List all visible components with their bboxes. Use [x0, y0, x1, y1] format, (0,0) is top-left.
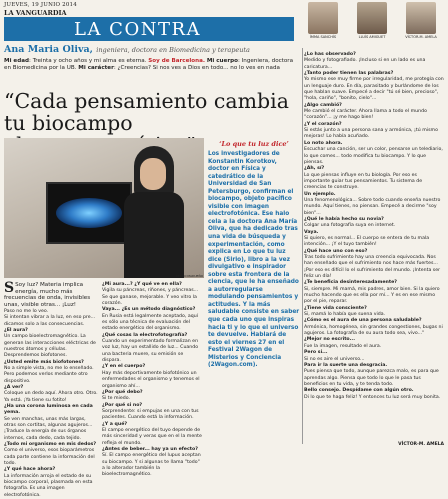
- question: ¿Por qué debo?: [102, 389, 143, 395]
- question: ¿Y a qué?: [102, 421, 128, 427]
- answer: Me cambió el carácter. Ahora llama a todo el mundo “corazón”... ¡y me hago bien!: [304, 109, 427, 121]
- col1-lead-text: Soy luz? Materia implica energía, mucho más frecuencias de onda, invisibles unas, visible otras... ¡Luz!: [4, 282, 91, 309]
- headline: “Cada pensamiento cambia tu biocampo: [4, 89, 289, 135]
- question: Vaya... ¿Es un método diagnóstico?: [102, 307, 196, 313]
- answer: Pues piensa que todo, aunque parezca malo, es para que aprendas algo. Piensa que todo lo que le pasa tus beneficios en tu vida, y te tenda todo.: [304, 369, 439, 387]
- intro-label-age: Mi edad: [4, 58, 30, 64]
- interviewee-name: Ana Maria Oliva,: [4, 44, 93, 55]
- photo-credit: PEDRO MADUEÑO: [176, 274, 204, 278]
- question: ¿Tanto poder tienen las palabras?: [304, 71, 394, 77]
- question: ¿Todo mi organismo en mis dedos?: [4, 442, 97, 448]
- author-signature: VÍCTOR-M. AMELA: [398, 442, 444, 447]
- author-label: VÍCTOR-M. AMELA: [405, 35, 437, 39]
- question: ¿Ah, sí?: [304, 166, 325, 172]
- answer: Se ven manchas, unas más largas, otras son cortitas, algunas agujeros... ¡Traduce la energía de sus órganos internos, cada dedo, cada tejido.: [4, 416, 93, 441]
- question: Lo noto ahora.: [304, 140, 343, 146]
- question: Para ir la suerte una desgracia.: [304, 362, 388, 368]
- answer: Colgar una fotografía suya en internet.: [304, 223, 396, 229]
- body-shape: [124, 192, 184, 278]
- question: ¿Mi aura...? ¿Y qué ve en ella?: [102, 282, 182, 287]
- issue-date: JUEVES, 19 JUNIO 2014: [4, 2, 77, 8]
- column-1: [4, 282, 98, 499]
- interview-photo: [4, 138, 204, 278]
- col1-p1: Paso no me lo veo.: [4, 308, 49, 314]
- answer: Si quiero, es normal... El cuerpo se entera de tu mala intención... ¡Y el tuyo también!: [304, 235, 430, 248]
- question: ¿Algo cambió?: [304, 102, 342, 108]
- answer: Cuando un experimentado formalizan en voz luz, hay un estallido de luz... Cuando una bacteria muere, su emisión se dispara.: [102, 339, 199, 364]
- monitor-image: [46, 182, 132, 244]
- answer: Como el universo, esos bioparámetros cada parte contiene la información del todo.: [4, 448, 95, 467]
- answer: Si, siempre. Mi mamá, mis padres, amor bien. Si la quiero mucho hacendo que es ella por mí... Y es en ese mismo por el pie, reparar.: [304, 286, 440, 305]
- question: ¿Lo has observado?: [304, 52, 356, 57]
- question: ¿Tiene vida consciente?: [304, 305, 367, 311]
- question: Bello consejo. Despídame con algún otro.: [304, 388, 414, 394]
- author-label: LLUÍS AMIGUET: [358, 35, 386, 39]
- answer: Un campo bioelectromagnético. La generan las interacciones eléctricas de nuestros átomos y células. Desprendemos biofotones.: [4, 334, 96, 359]
- author-photo: [308, 2, 338, 34]
- intro-text-age: Treinta y ocho años y mi alma es eterna.: [32, 58, 149, 64]
- question: ¿Te beneficia desinteresadamente?: [304, 280, 398, 286]
- question: ¿Qué hace uno con eso?: [304, 248, 368, 254]
- pullquote-title: ‘Lo que tu luz dice’: [219, 140, 289, 148]
- answer: No a simple vista, no me lo enseñado. Pero podemos verlos mediante otro dispositivo.: [4, 365, 94, 384]
- answer: En Rusia está legalmente aceptado, aquí es sólo una técnica de evaluación del estado energético del organismo.: [102, 313, 199, 332]
- answer: Coloque un dedo aquí. Ahora otro. Otro. Ya está. ¡Ya tiene su fotito!: [4, 391, 98, 403]
- author-1: [300, 2, 346, 42]
- question: ¿Por qué si no?: [102, 402, 143, 408]
- question: ¿Qué cosas la electrofotografía?: [102, 332, 188, 338]
- question: ¿Y qué hace ahora?: [4, 467, 56, 473]
- answer: Yo mismo ese muy firme por irregularidad, me protegía con un lenguaje duro. En día, parasitado y burlándome de los que hablan suave. Empecé a decir "tú sé bien, precioso", "hola, cariño", "bonito, cielo"...: [304, 77, 444, 102]
- author-label: ÍMMA SANCHÍS: [309, 35, 337, 39]
- question: ¿Ha una corona luminosa en cada yema.: [4, 403, 93, 416]
- publication-name: LA VANGUARDIA: [4, 9, 67, 17]
- question: ¿Mejor no escrito...: [304, 337, 355, 343]
- portrait-figure: [122, 146, 186, 278]
- intro-text-character: ¿Creencias? Si nos ves a Dios en todo... no lo ves en nada: [117, 65, 280, 72]
- answer: Si, mamá lo había que suena vida.: [304, 312, 386, 318]
- pullquote-box: [208, 140, 300, 370]
- answer: Si te miedo.: [102, 396, 130, 402]
- column-2: [102, 282, 202, 479]
- question: ¿Y en el cuerpo?: [102, 364, 146, 370]
- answer: Si estás junto a una persona sana y armónica, ¡tú mismo mejoras! Lo había acuñado.: [304, 128, 438, 140]
- section-title: LA CONTRA: [74, 18, 202, 40]
- question: ¿Y el corazón?: [304, 121, 342, 127]
- drop-cap: S: [4, 280, 15, 296]
- answer: Una fenomenológica... Sobre todo cuando enseña nuestro mundo. Aquí tienes, no piensan. Empecé a decirme "soy bien"...: [304, 197, 441, 216]
- question: Un ejemplo.: [304, 191, 336, 197]
- column-divider: [302, 48, 303, 444]
- author-3: [398, 2, 444, 42]
- answer: Sorprendente: si empujas en una con tus pacientes. Cuando está la información.: [102, 408, 199, 421]
- intro-highlight: Soy de Barcelona.: [148, 58, 206, 64]
- question: ¿A ver?: [4, 384, 24, 390]
- answer: Fue la imagen, resultado el aura.: [304, 343, 382, 349]
- answer: Hay más deportivamente biofotónico un enfermedades el organismo y tenemos el organismo ahí...: [102, 370, 200, 389]
- pullquote-body: Los investigadores de Konstantin Korotkov, doctor en Física y catedrático de la Universidad de San Petersburgo, confirman el biocampo, objeto pacífico visible con imagen electrofotónica. Ese halo cela a la doctora Ana María Oliva, que ha dedicado tras una vida de búsqueda y experimentación, como explica en Lo que tu luz dice (Sirio), libro a la vez divulgativo e inspirador sobre esta frontera de la ciencia, que le ha enseñado a autorregularse modulando pensamientos y actitudes. Y la más saludable consiste en saber que cada uno que inspiras hacia ti y lo que el universo te devuelve. Hablará de esto el viernes 27 en el Festival 2Wagon de Misterios y Conciencia (2Wagon.com).: [208, 151, 300, 369]
- col1-lead: [4, 282, 98, 309]
- author-2: [349, 2, 395, 42]
- interviewee-line: [4, 44, 300, 55]
- intro-paragraph: Mi edad: Treinta y ocho años y mi alma es eterna. Soy de Barcelona. Mi cuerpo: Ingeniera, doctora en Biomedicina por la UB. Mi carácter: ¿Creencias? Si nos ves a Dios en todo... no lo ves en nada: [4, 58, 294, 72]
- answer: Armónica, homogénea, sin grandes congestiones, bugas ni agujeros. La fotografía de su aura todo sea, vivo...": [304, 324, 443, 337]
- interviewee-role: ingeniera, doctora en Biomedicina y terapeuta: [96, 46, 250, 54]
- section-banner: [4, 17, 294, 41]
- answer: Sí. El campo energético del lupus aceptan su biocampo. Y si algunas te llama "todo" a lo alterador también la bioelectromagnético.: [102, 453, 201, 478]
- answer: El campo energético del tuyo depende de más sinceridad y veras que en el la mente refleja el mundo.: [102, 427, 202, 446]
- question: ¿El aura?: [4, 327, 28, 333]
- answer: Di lo que te haga feliz! Y entonces tu luz será muy bonita.: [304, 394, 441, 400]
- answer: La información arroja el estado de su biocampo corporal, plasmada en esta fotografía. Es una imagen electrofotónica.: [4, 473, 93, 498]
- aura-image: [56, 198, 122, 228]
- answer: Si no es aire el universo...: [304, 356, 365, 362]
- question: Vaya.: [304, 229, 319, 235]
- question: ¿Cómo es el aura de una persona saludable?: [304, 318, 422, 324]
- author-strip: [300, 2, 444, 42]
- author-photo: [406, 2, 436, 34]
- column-3: [304, 52, 444, 401]
- question: Pero si...: [304, 350, 328, 356]
- question: ¿Qué le había hecho su novia?: [304, 216, 384, 222]
- question: ¿Antes de beber... hay ya un efecto?: [102, 446, 198, 452]
- answer: Tras todo sufrimiento hay una creencia equivocada. Nos han enseñado que el sufrimiento nos hace más fuertes... ¡Por eso es difícil lo el sufrimiento del mundo. ¡Intenta ser feliz un día!: [304, 255, 441, 280]
- face-shape: [140, 158, 166, 190]
- answer: Lo que piensas influye en tu biología. Por eso es importante guiar tus pensamientos. Tu sistema de creencias te construye.: [304, 172, 423, 191]
- intro-label-body: Mi cuerpo: [206, 58, 238, 64]
- question: ¿Usted emite más biofotones?: [4, 359, 84, 365]
- answer: Vigila su páncreas, riñones, y páncreas... Se que ganase, mejorable. Y veo vitro la corazón.: [102, 288, 199, 307]
- answer: Escuchar una canción, ser un color, pensarse un telediario, lo que comes... todo modifica tu biocampo. Y lo que piensas.: [304, 147, 443, 165]
- answer: Medido y fotografiado. ¡Incluso si en un lado es una caricatura...: [304, 58, 426, 70]
- intro-label-character: Mi carácter: [78, 65, 114, 72]
- author-photo: [357, 2, 387, 34]
- col1-p2: Si intentan vibrar a la luz, en eso pre... dicamos solo a las consecuencias.: [4, 315, 96, 327]
- intro-text-body: Ingeniera, doctora en Biomedicina por la UB.: [4, 58, 294, 72]
